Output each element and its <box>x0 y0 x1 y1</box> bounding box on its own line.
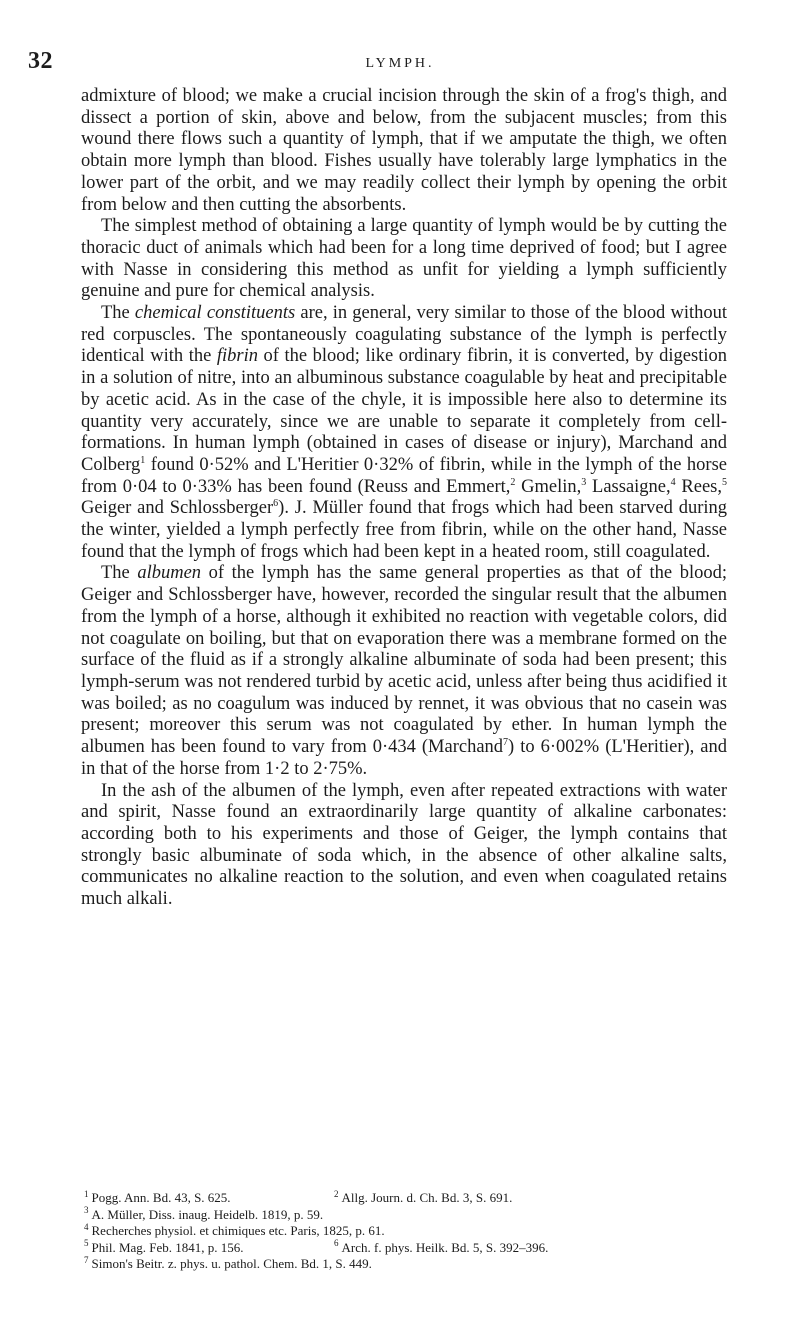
footnote-ref-2: 2 <box>510 476 516 488</box>
footnote-ref-3: 3 <box>581 476 587 488</box>
footnote-number: 5 <box>84 1238 89 1249</box>
footnote-ref-6: 6 <box>273 498 279 510</box>
footnote-2 <box>334 1190 512 1207</box>
body-text <box>81 86 727 911</box>
text-run: ) to 6·002% (L'Heritier), and in that of the horse from 1·2 to 2·75%. <box>81 737 728 779</box>
text-run: Geiger and Schlossberger <box>81 498 274 519</box>
paragraph-4 <box>81 563 727 780</box>
footnote-1 <box>84 1190 231 1205</box>
footnote-text: Recherches physiol. et chimiques etc. Paris, 1825, p. 61. <box>91 1223 385 1239</box>
footnote-4 <box>84 1223 744 1240</box>
footnote-number: 1 <box>84 1188 89 1199</box>
footnote-text: Phil. Mag. Feb. 1841, p. 156. <box>91 1239 244 1255</box>
footnote-text: Allg. Journ. d. Ch. Bd. 3, S. 691. <box>341 1190 513 1205</box>
footnote-number: 7 <box>84 1255 89 1266</box>
term-fibrin: fibrin <box>216 346 258 367</box>
text-run: of the blood; like ordinary fibrin, it is converted, by digestion in a solution of nitre, into an albuminous substance coagulable by heat and precipitable by acetic acid. As in the case of the chyle, it is impossible here also to determine its quantity very accurately, since we are unable to separate it completely from cell-formations. In human lymph (obtained in cases of disease or injury), Marchand and Colberg <box>81 346 727 475</box>
footnote-text: Simon's Beitr. z. phys. u. pathol. Chem. Bd. 1, S. 449. <box>91 1256 372 1272</box>
text-run: are, in general, very similar to those of the blood without red corpuscles. The spontaneously coagulating substance of the lymph is perfectly identical with the <box>81 303 727 367</box>
term-albumen: albumen <box>137 563 202 584</box>
text-run: Rees, <box>675 476 722 497</box>
footnote-3 <box>84 1207 744 1224</box>
footnote-ref-7: 7 <box>503 736 509 748</box>
text-run: Lassaigne, <box>586 476 671 497</box>
text-run: found 0·52% and L'Heritier 0·32% of fibrin, while in the lymph of the horse from 0·04 to 0·33% has been found (Reuss and Emmert, <box>81 454 727 497</box>
footnote-7 <box>84 1256 744 1273</box>
footnote-row <box>84 1190 744 1207</box>
paragraph-5: In the ash of the albumen of the lymph, even after repeated extractions with water and spirit, Nasse found an extraordinarily large quantity of alkaline carbonates: according both to his experiments and those of Geiger, the lymph contains that strongly basic albuminate of soda which, in the absence of other alkaline salts, communicates no alkaline reaction to the solution, and even when coagulated retains much alkali. <box>81 780 727 910</box>
footnote-6 <box>334 1240 548 1257</box>
paragraph-1: admixture of blood; we make a crucial incision through the skin of a frog's thigh, and dissect a portion of skin, above and below, from the subjacent muscles; from this wound there flows such a quantity of lymph, that if we amputate the thigh, we often obtain more lymph than blood. Fishes usually have tolerably large lymphatics in the lower part of the orbit, and we may readily collect their lymph by opening the orbit from below and then cutting the absorbents. <box>81 86 727 215</box>
footnote-number: 4 <box>84 1221 89 1232</box>
term-chemical-constituents: chemical constituents <box>134 303 296 324</box>
footnote-number: 2 <box>334 1188 339 1199</box>
footnote-text: Pogg. Ann. Bd. 43, S. 625. <box>91 1190 231 1205</box>
paragraph-3 <box>81 303 727 563</box>
footnote-text: Arch. f. phys. Heilk. Bd. 5, S. 392–396. <box>341 1239 549 1255</box>
text-run: ). J. Müller found that frogs which had been starved during the winter, yielded a lymph perfectly free from fibrin, while on the other hand, Nasse found that the lymph of frogs which had been kept in a heated room, still coagulated. <box>81 498 727 562</box>
footnote-row <box>84 1240 744 1257</box>
footnote-number: 3 <box>84 1205 89 1216</box>
footnote-ref-1: 1 <box>140 454 146 466</box>
text-run: The <box>101 563 138 584</box>
paragraph-2: The simplest method of obtaining a large quantity of lymph would be by cutting the thoracic duct of animals which had been for a long time deprived of food; but I agree with Nasse in considering this method as unfit for yielding a lymph sufficiently genuine and pure for chemical analysis. <box>81 216 727 302</box>
footnote-ref-4: 4 <box>670 476 676 488</box>
footnote-ref-5: 5 <box>721 476 727 488</box>
footnotes <box>84 1190 744 1273</box>
text-run: The <box>101 303 135 324</box>
running-head: LYMPH. <box>365 56 435 71</box>
text-run: Gmelin, <box>515 476 582 497</box>
footnote-text: A. Müller, Diss. inaug. Heidelb. 1819, p. 59. <box>91 1206 324 1222</box>
footnote-number: 6 <box>334 1238 339 1249</box>
text-run: of the lymph has the same general properties as that of the blood; Geiger and Schlossberger have, however, recorded the singular result that the albumen from the lymph of a horse, although it exhibited no reaction with vegetable colors, did not coagulate on boiling, but that on evaporation there was a membrane formed on the surface of the fluid as if a strongly alkaline albuminate of soda had been present; this lymph-serum was not rendered turbid by acetic acid, unless after being thus acidified it was boiled; as no coagulum was induced by rennet, it was obvious that no casein was present; moreover this serum was not coagulated by ether. In human lymph the albumen has been found to vary from 0·434 (Marchand <box>81 563 727 758</box>
footnote-5 <box>84 1240 244 1255</box>
page-number: 32 <box>28 48 53 74</box>
